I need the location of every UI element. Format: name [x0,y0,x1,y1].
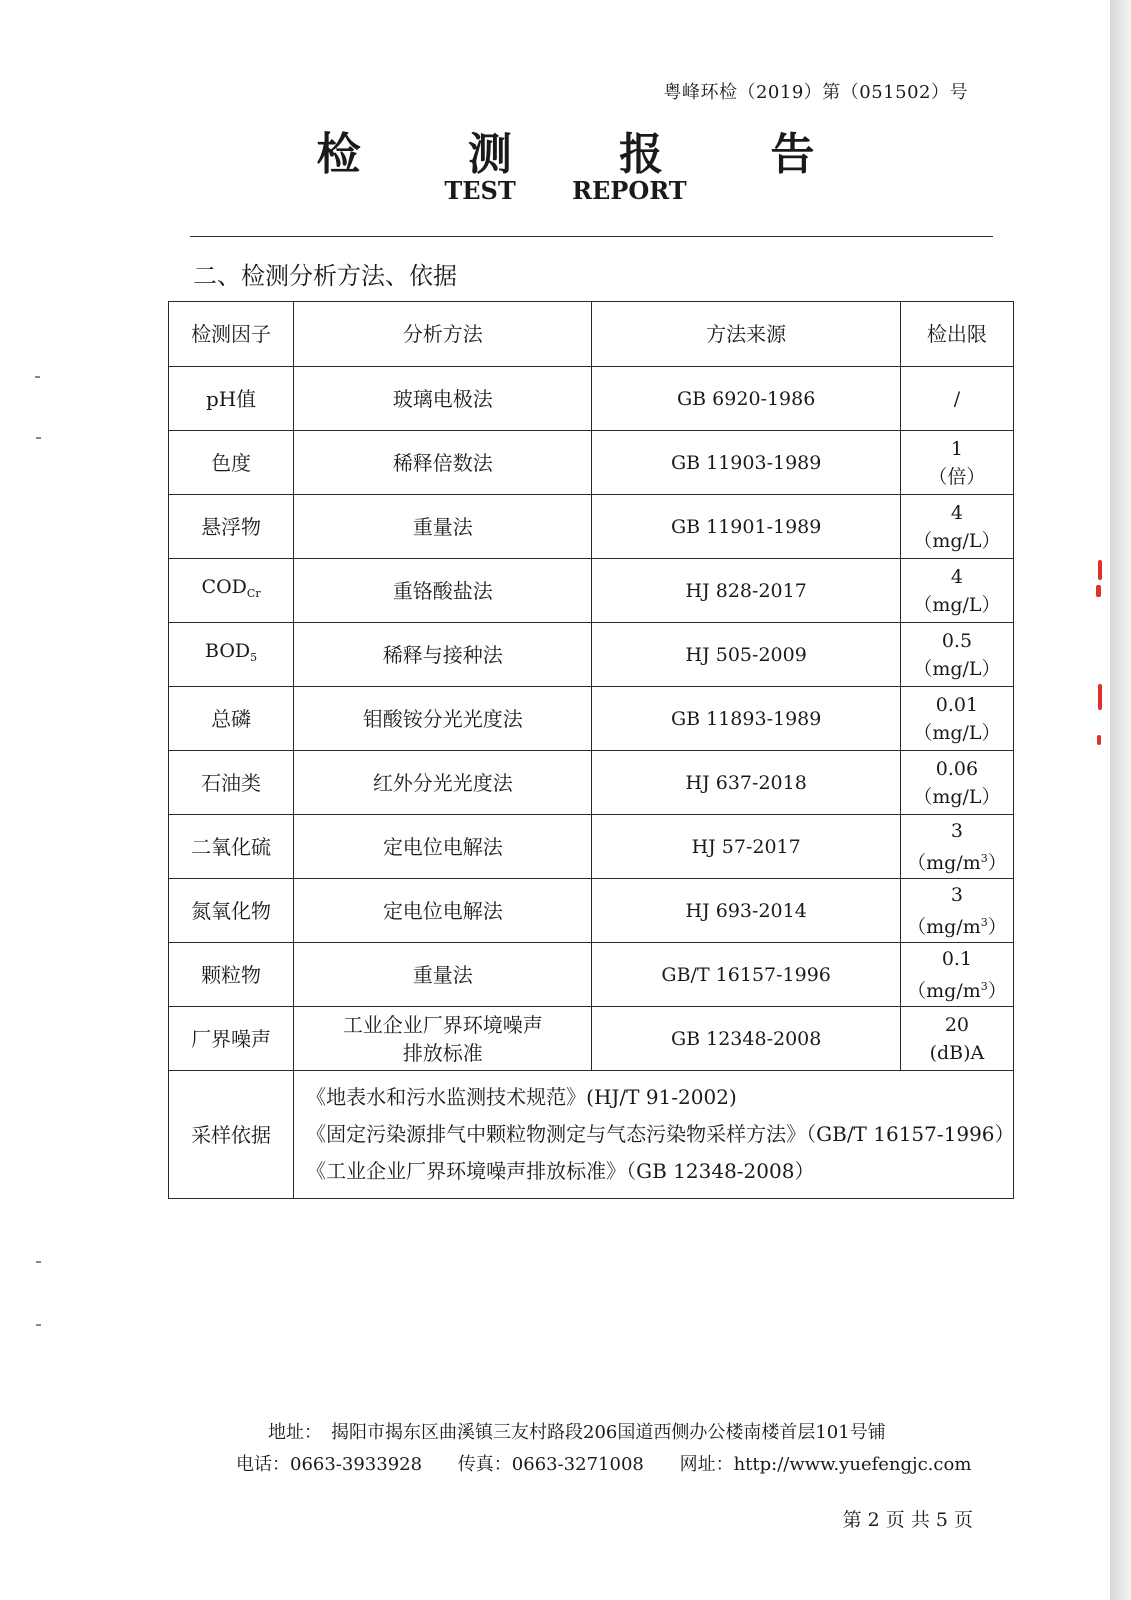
limit-unit: （mg/L） [913,785,1001,808]
method-line-1: 工业企业厂界环境噪声 [342,1012,543,1037]
report-number: 粤峰环检（2019）第（051502）号 [663,82,968,103]
method-cell: 钼酸铵分光光度法 [294,687,592,751]
source-cell: HJ 828-2017 [592,559,900,623]
method-cell: 重量法 [294,495,592,559]
report-title-cn: 检 测 报 告 [316,129,861,180]
factor-cell: 悬浮物 [169,495,294,559]
method-cell: 稀释与接种法 [294,623,592,687]
limit-unit: （mg/L） [913,721,1001,744]
table-row [169,687,1014,751]
limit-cell [900,367,1013,431]
limit-unit-close: ） [987,915,1007,938]
footer-contact [236,1450,1001,1476]
factor-cell: 色度 [169,431,294,495]
limit-cell [900,687,1013,751]
limit-unit: （mg/L） [913,657,1001,680]
factor-subscript: Cr [246,587,261,600]
source-cell: GB 11901-1989 [592,495,900,559]
header-limit: 检出限 [900,302,1013,367]
seal-fragment [1098,560,1102,580]
limit-value: 3 [950,819,963,842]
limit-cell [900,1007,1013,1071]
source-cell: GB/T 16157-1996 [592,943,900,1007]
method-cell: 重量法 [294,943,592,1007]
limit-unit: （mg/L） [913,593,1001,616]
factor-cell: 石油类 [169,751,294,815]
factor-cell: 厂界噪声 [169,1007,294,1071]
method-cell: 定电位电解法 [294,879,592,943]
source-cell: GB 6920-1986 [592,367,900,431]
source-cell: GB 12348-2008 [592,1007,900,1071]
limit-value: 0.06 [935,757,979,780]
header-factor: 检测因子 [169,302,294,367]
table-row [169,559,1014,623]
footer-address: 地址： 揭阳市揭东区曲溪镇三友村路段206国道西侧办公楼南楼首层101号铺 [268,1422,886,1443]
footer-phone: 电话：0663-3933928 [236,1454,423,1475]
limit-value: 0.1 [941,947,973,970]
footer-website: 网址：http://www.yuefengjc.com [679,1454,972,1475]
table-row [169,495,1014,559]
factor-name: BOD [205,640,251,662]
seal-fragment [1096,585,1101,597]
limit-unit: （mg/m [907,851,981,874]
limit-superscript: 3 [980,915,988,929]
sampling-basis-line: 《地表水和污水监测技术规范》(HJ/T 91-2002) [306,1085,737,1109]
limit-unit: （mg/m [907,979,981,1002]
report-title-en [0,176,1131,205]
table-row [169,367,1014,431]
limit-cell [900,431,1013,495]
limit-value: 4 [950,501,963,524]
sampling-label: 采样依据 [169,1071,294,1199]
method-cell [294,1007,592,1071]
table-row [169,1007,1014,1071]
method-cell: 重铬酸盐法 [294,559,592,623]
sampling-basis-line: 《固定污染源排气中颗粒物测定与气态污染物采样方法》（GB/T 16157-1996） [306,1122,1015,1146]
limit-unit: （倍） [928,465,986,488]
section-title: 二、检测分析方法、依据 [193,262,457,290]
table-row [169,623,1014,687]
limit-cell [900,559,1013,623]
seal-fragment [1098,684,1102,710]
report-title-en-test: TEST [444,176,516,205]
page-number: 第 2 页 共 5 页 [842,1509,973,1531]
limit-value: 20 [944,1013,970,1036]
method-line-2: 排放标准 [402,1040,483,1065]
limit-value: 0.01 [935,693,979,716]
limit-value: 3 [950,883,963,906]
limit-cell [900,943,1013,1007]
scan-edge-shadow [1110,0,1131,1600]
table-header-row [169,302,1014,367]
factor-subscript: 5 [250,651,258,664]
method-cell: 红外分光光度法 [294,751,592,815]
table-row [169,751,1014,815]
limit-unit-close: ） [987,851,1007,874]
factor-cell: 氮氧化物 [169,879,294,943]
sampling-basis-line: 《工业企业厂界环境噪声排放标准》（GB 12348-2008） [306,1159,815,1183]
footer-fax: 传真：0663-3271008 [457,1454,644,1475]
source-cell: HJ 505-2009 [592,623,900,687]
table-row [169,815,1014,879]
limit-value: / [953,387,961,410]
scan-speck [36,1261,41,1263]
limit-cell [900,815,1013,879]
factor-name: COD [201,576,247,598]
scan-speck [36,1324,41,1326]
header-divider [190,236,993,237]
limit-cell [900,495,1013,559]
method-cell: 玻璃电极法 [294,367,592,431]
source-cell: GB 11903-1989 [592,431,900,495]
limit-unit-close: ） [987,979,1007,1002]
table-row [169,431,1014,495]
sampling-basis-row [169,1071,1014,1199]
limit-value: 0.5 [941,629,973,652]
limit-cell [900,879,1013,943]
source-cell: HJ 57-2017 [592,815,900,879]
factor-cell [169,623,294,687]
report-title-en-report: REPORT [572,176,687,205]
table-row [169,943,1014,1007]
header-method: 分析方法 [294,302,592,367]
scan-speck [35,376,40,378]
header-source: 方法来源 [592,302,900,367]
method-cell: 稀释倍数法 [294,431,592,495]
limit-unit: （mg/m [907,915,981,938]
limit-superscript: 3 [980,851,988,865]
factor-cell: 颗粒物 [169,943,294,1007]
limit-superscript: 3 [980,979,988,993]
sampling-basis-cell [294,1071,1014,1199]
factor-cell: 总磷 [169,687,294,751]
factor-cell [169,559,294,623]
limit-value: 1 [950,437,963,460]
method-cell: 定电位电解法 [294,815,592,879]
factor-cell: pH值 [169,367,294,431]
source-cell: HJ 693-2014 [592,879,900,943]
limit-value: 4 [950,565,963,588]
limit-cell [900,623,1013,687]
scan-speck [36,437,41,439]
factor-cell: 二氧化硫 [169,815,294,879]
source-cell: GB 11893-1989 [592,687,900,751]
limit-cell [900,751,1013,815]
source-cell: HJ 637-2018 [592,751,900,815]
limit-unit: （mg/L） [913,529,1001,552]
limit-unit: (dB)A [929,1041,985,1064]
seal-fragment [1097,735,1101,745]
table-row [169,879,1014,943]
methods-table [168,301,1014,1199]
